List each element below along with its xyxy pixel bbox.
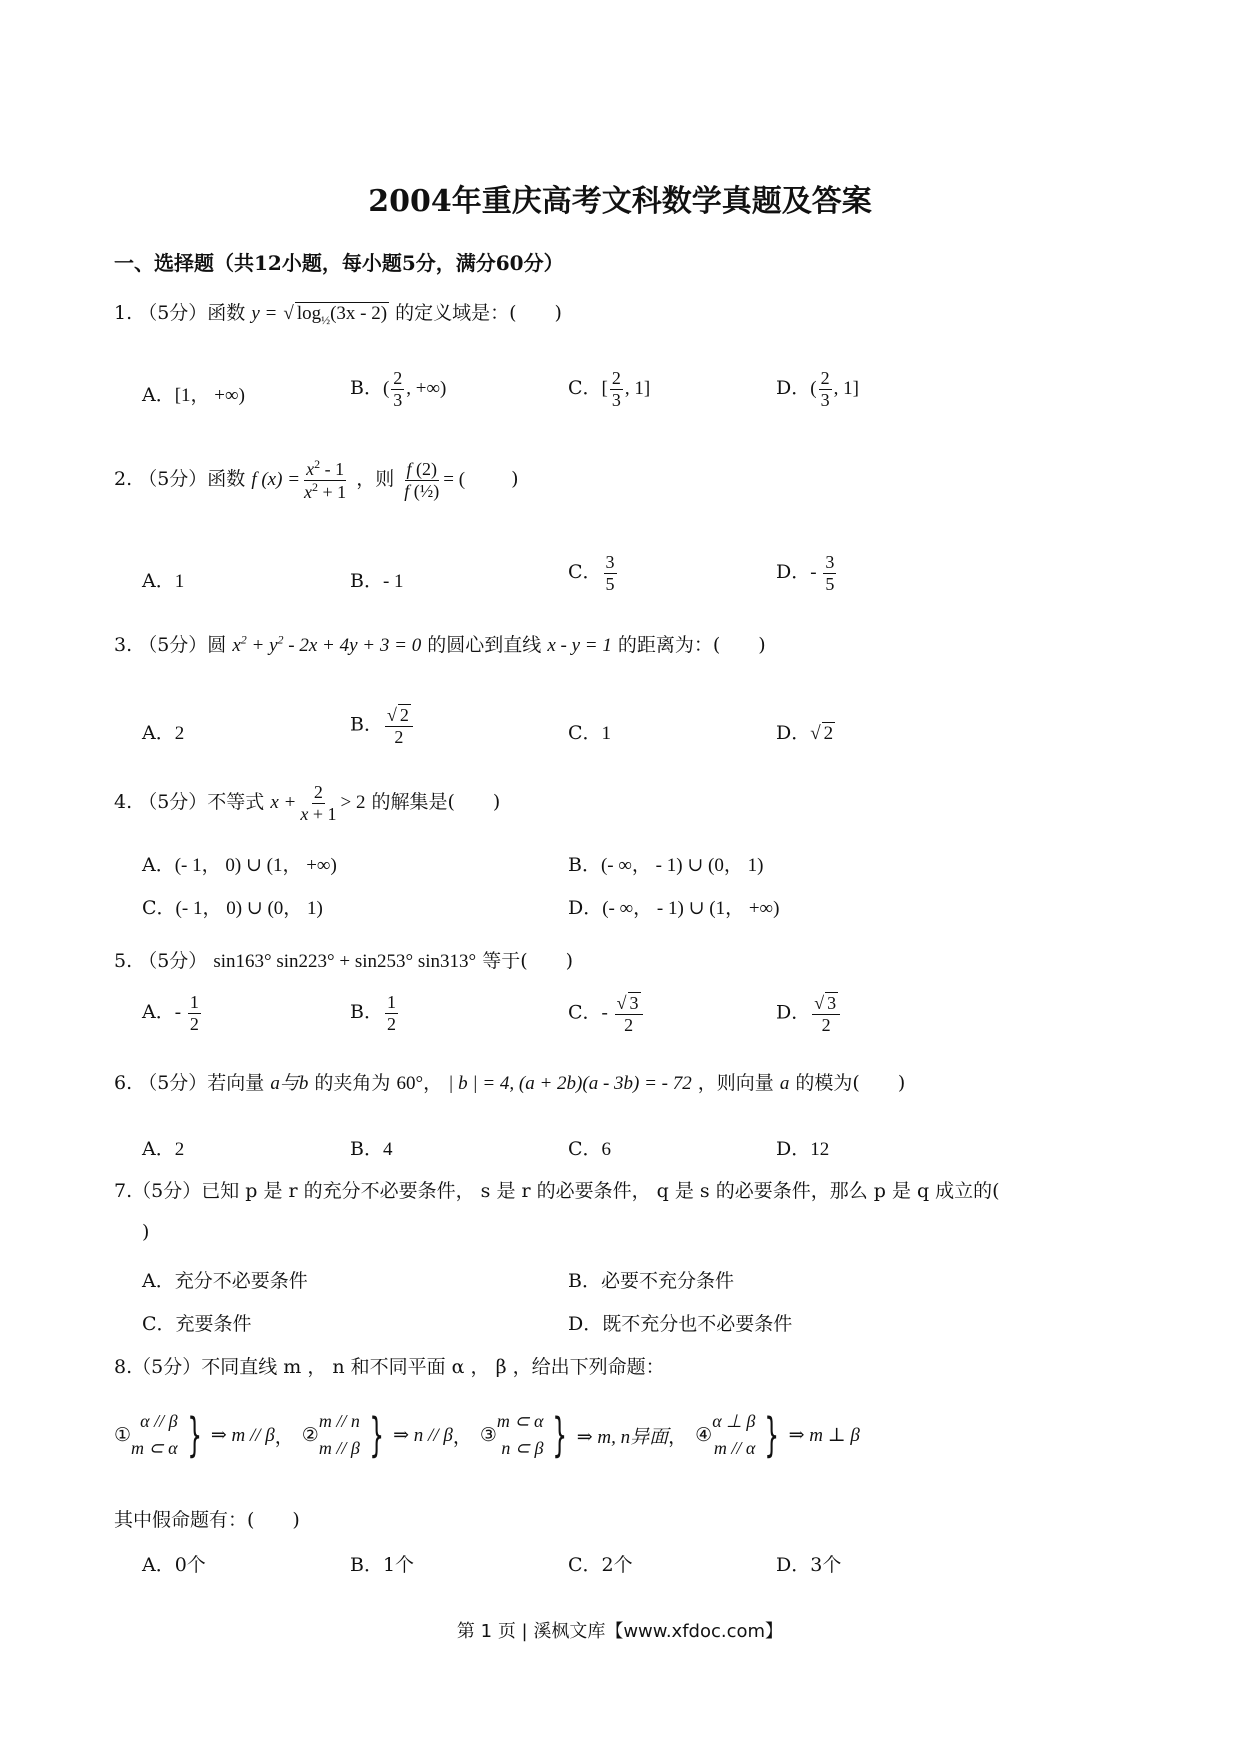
option-d: D．- $\frac{3}{5}$ [776,552,835,594]
question-8: 8.（5分）不同直线 m ， n 和不同平面 α ， β ，给出下列命题： [114,1356,665,1378]
question-5: 5. （5分） sin163° sin223° + sin253° sin313° 等于( ) [114,950,574,972]
option-a: A．1 [142,570,185,592]
option-c: C．2个 [568,1554,633,1576]
brace-icon: } [186,1408,202,1462]
option-c: C．1 [568,722,612,744]
option-b: B．(- ∞， - 1) ∪ (0， 1) [568,854,764,876]
page-title: 2004年重庆高考文科数学真题及答案 [368,184,872,219]
question-4: 4. （5分）不等式 x + $\frac{2}{x + 1}$ > 2 的解集是( ) [114,782,501,824]
option-a: A．- $\frac{1}{2}$ [142,992,199,1034]
option-d: D．3个 [776,1554,842,1576]
option-a: A．2 [142,722,185,744]
brace-icon: } [369,1408,384,1462]
prop-1-conditions: α // β m ⊂ α [131,1411,178,1458]
prop-4-mark: ④ [695,1424,713,1446]
option-c: C． $\frac{3}{5}$ [568,552,615,594]
option-c: C．6 [568,1138,612,1160]
prop-3-mark: ③ [479,1424,497,1446]
option-b: B．1个 [350,1554,415,1576]
option-a: A．2 [142,1138,185,1160]
propositions: ① α // β m ⊂ α } ⇒ m // β ， ② m // n m // β } ⇒ n // β ， ③ m ⊂ α n ⊂ β } ⇒ m, n异面 ， ④ α ⊥ β m // α } ⇒ m ⊥ β [114,1408,860,1462]
question-text: 的定义域是：( ) [395,302,562,324]
question-6: 6. （5分）若向量 a与b 的夹角为 60°， | b | = 4, (a + 2b)(a - 3b) = - 72 ，则向量 a 的模为( ) [114,1072,906,1094]
brace-icon: } [764,1408,780,1462]
option-b: B．4 [350,1138,393,1160]
option-b: B．- 1 [350,570,404,592]
question-2: 2. （5分）函数 f (x) = $\frac{x^2 - 1}{x^2 + 1}$ ，则 $\frac{f (2)}{\text{f (½)}}$ = ( ) [114,457,519,502]
prop-2-conditions: m // n m // β [318,1411,360,1458]
option-c: C．[ $\frac{2}{3}$ , 1] [568,368,651,410]
option-b: B．必要不充分条件 [568,1270,734,1292]
option-c: C．充要条件 [142,1313,252,1335]
question-score: （5分）函数 [138,302,246,324]
question-1 [114,298,562,328]
option-d: D．√ 2 [776,722,834,744]
option-a: A．0个 [142,1554,206,1576]
option-c: C．- $\frac{√ 3}{2}$ [568,992,645,1035]
option-b: B． $\frac{1}{2}$ [350,992,396,1034]
option-d: D．( $\frac{2}{3}$ , 1] [776,368,859,410]
option-a: A．[1， +∞) [142,384,245,406]
question-8-ask: 其中假命题有：( ) [114,1509,300,1531]
prop-4-conditions: α ⊥ β m // α [712,1411,756,1458]
section-heading: 一、选择题（共12小题，每小题5分，满分60分） [114,251,564,275]
option-d: D．12 [776,1138,830,1160]
prop-3-conditions: m ⊂ α n ⊂ β [496,1411,544,1458]
brace-icon: } [552,1408,568,1462]
math-formula: y = [251,303,278,324]
question-7: 7.（5分）已知 p 是 r 的充分不必要条件， s 是 r 的必要条件， q 是 s 的必要条件，那么 p 是 q 成立的( [114,1180,1000,1202]
option-d: D．(- ∞， - 1) ∪ (1， +∞) [568,897,780,919]
option-c: C．(- 1， 0) ∪ (0， 1) [142,897,323,919]
question-number: 1. [114,302,133,324]
option-b: B．( $\frac{2}{3}$ , +∞) [350,368,447,410]
question-7-line2: ) [142,1221,150,1243]
option-a: A．(- 1， 0) ∪ (1， +∞) [142,854,337,876]
prop-2-mark: ② [301,1424,319,1446]
question-3: 3. （5分）圆 $x^2 + y^2 - 2x + 4y + 3 = 0$ 的圆心到直线 x - y = 1 的距离为：( ) [114,632,766,656]
sqrt-expr: √ $\log_{\frac{1}{2}}(3x - 2)$ [283,303,388,327]
option-d: D．既不充分也不必要条件 [568,1313,793,1335]
page-footer: 第 1 页 | 溪枫文库【www.xfdoc.com】 [456,1621,784,1642]
prop-1-mark: ① [114,1424,132,1446]
option-a: A．充分不必要条件 [142,1270,308,1292]
option-b: B． $\frac{√ 2}{2}$ [350,704,415,747]
option-d: D． $\frac{√ 3}{2}$ [776,992,842,1035]
